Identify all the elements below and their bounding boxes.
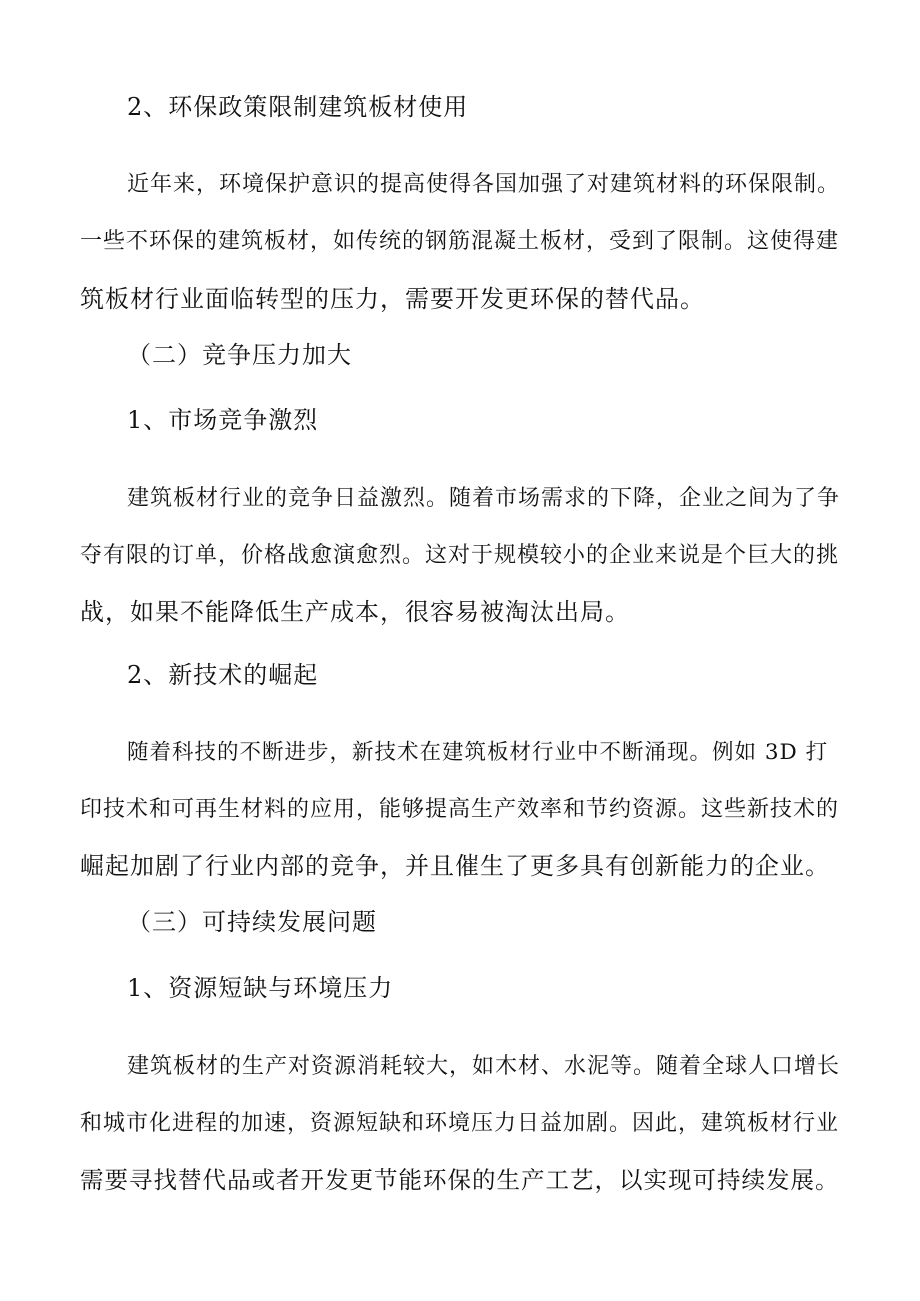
paragraph-line: 建筑板材的生产对资源消耗较大，如木材、水泥等。随着全球人口增长 (127, 1054, 841, 1079)
heading-resource: 1、资源短缺与环境压力 (127, 974, 394, 1002)
heading-newtech: 2、新技术的崛起 (127, 661, 319, 689)
paragraph-line: 建筑板材行业的竞争日益激烈。随着市场需求的下降，企业之间为了争 (127, 486, 841, 511)
paragraph-line: 印技术和可再生材料的应用，能够提高生产效率和节约资源。这些新技术的 (80, 797, 840, 822)
section-heading-competition: （二）竞争压力加大 (127, 341, 352, 369)
section-heading-sustain: （三）可持续发展问题 (127, 908, 377, 936)
heading-market: 1、市场竞争激烈 (127, 406, 319, 434)
paragraph-line: 近年来，环境保护意识的提高使得各国加强了对建筑材料的环保限制。 (127, 172, 841, 197)
paragraph-line: 需要寻找替代品或者开发更节能环保的生产工艺，以实现可持续发展。 (80, 1166, 840, 1194)
paragraph-line: 和城市化进程的加速，资源短缺和环境压力日益加剧。因此，建筑板材行业 (80, 1111, 840, 1136)
paragraph-line: 一些不环保的建筑板材，如传统的钢筋混凝土板材，受到了限制。这使得建 (80, 229, 840, 254)
paragraph-line: 筑板材行业面临转型的压力，需要开发更环保的替代品。 (80, 285, 705, 313)
paragraph-line: 随着科技的不断进步，新技术在建筑板材行业中不断涌现。例如 3D 打 (127, 740, 829, 765)
paragraph-line: 战，如果不能降低生产成本，很容易被淘汰出局。 (80, 598, 630, 626)
paragraph-line: 夺有限的订单，价格战愈演愈烈。这对于规模较小的企业来说是个巨大的挑 (80, 543, 840, 568)
paragraph-line: 崛起加剧了行业内部的竞争，并且催生了更多具有创新能力的企业。 (80, 852, 830, 880)
heading-env-policy: 2、环保政策限制建筑板材使用 (127, 93, 469, 121)
